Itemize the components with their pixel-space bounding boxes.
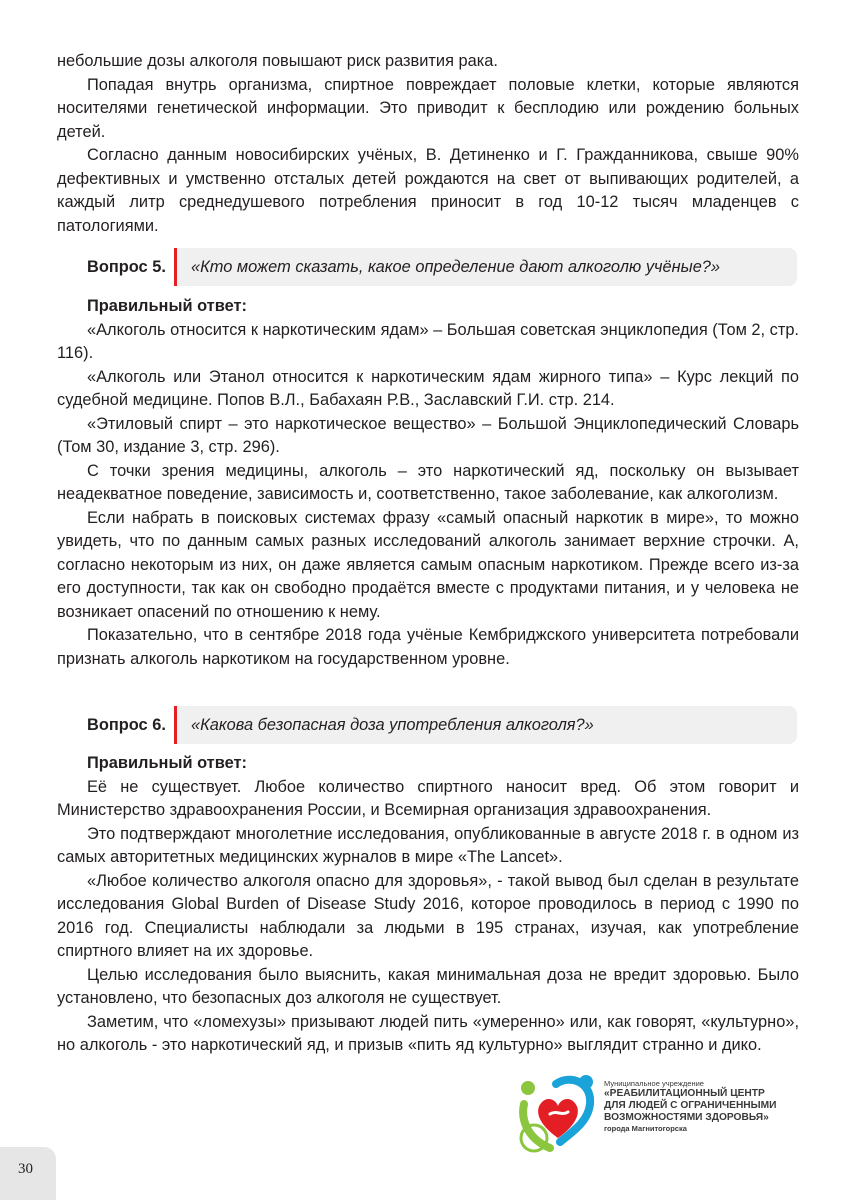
logo-city: города Магнитогорска (604, 1124, 687, 1133)
paragraph: «Алкоголь или Этанол относится к наркотическим ядам жирного типа» – Курс лекций по судебной медицине. Попов В.Л., Бабахаян Р.В., Заславский Г.И. стр. 214. (57, 367, 799, 409)
paragraph: Согласно данным новосибирских учёных, В. Детиненко и Г. Гражданникова, свыше 90% дефективных и умственно отсталых детей рождаются на свет от выпивающих родителей, а каждый литр среднедушевого потребления приносит в год 10-12 тысяч младенцев с патологиями. (57, 146, 799, 235)
question-text: «Кто может сказать, какое определение дают алкоголю учёные?» (177, 248, 797, 286)
paragraph: С точки зрения медицины, алкоголь – это наркотический яд, поскольку он вызывает неадекватное поведение, зависимость и, соответственно, такое заболевание, как алкоголизм. (57, 461, 799, 503)
logo-subtitle: Муниципальное учреждение (604, 1079, 704, 1088)
logo-title-line: «РЕАБИЛИТАЦИОННЫЙ ЦЕНТР (604, 1088, 765, 1099)
paragraph: Её не существует. Любое количество спиртного наносит вред. Об этом говорит и Министерство здравоохранения России, и Всемирная организация здравоохранения. (57, 777, 799, 819)
logo-title-line: ДЛЯ ЛЮДЕЙ С ОГРАНИЧЕННЫМИ (604, 1100, 777, 1111)
paragraph: Если набрать в поисковых системах фразу «самый опасный наркотик в мире», то можно увидеть, что по данным самых разных исследований алкоголь занимает верхние строчки. А, согласно некоторым из них, он даже является самым опасным наркотиком. Прежде всего из-за его доступности, так как он свободно продаётся вместе с продуктами питания, и у человека не возникает опасений по отношению к нему. (57, 508, 799, 621)
answer-5 (57, 295, 799, 671)
logo-title-line: ВОЗМОЖНОСТЯМИ ЗДОРОВЬЯ» (604, 1112, 769, 1123)
paragraph: Целью исследования было выяснить, какая минимальная доза не вредит здоровью. Было установлено, что безопасных доз алкоголя не существует. (57, 965, 799, 1007)
paragraph: «Этиловый спирт – это наркотическое вещество» – Большой Энциклопедический Словарь (Том 30, издание 3, стр. 296). (57, 414, 799, 456)
question-5-bar (57, 248, 797, 286)
paragraph: Попадая внутрь организма, спиртное повреждает половые клетки, которые являются носителями генетической информации. Это приводит к бесплодию или рождению больных детей. (57, 75, 799, 141)
paragraph: Показательно, что в сентябре 2018 года учёные Кембриджского университета потребовали признать алкоголь наркотиком на государственном уровне. (57, 626, 799, 668)
rehab-center-logo (512, 1070, 812, 1160)
logo-emblem-icon (512, 1070, 602, 1160)
question-label: Вопрос 5. (87, 258, 166, 276)
paragraph: Это подтверждают многолетние исследования, опубликованные в августе 2018 г. в одном из самых авторитетных медицинских журналов в мире «The Lancet». (57, 824, 799, 866)
logo-text (604, 1079, 814, 1134)
paragraph: «Любое количество алкоголя опасно для здоровья», - такой вывод был сделан в результате исследования Global Burden of Disease Study 2016, которое проводилось в период с 1990 по 2016 год. Специалисты наблюдали за людьми в 195 странах, изучая, как употребление спиртного влияет на их здоровье. (57, 871, 799, 960)
page-number-tab (0, 1147, 56, 1200)
page-number: 30 (18, 1161, 33, 1177)
paragraph: Заметим, что «ломехузы» призывают людей пить «умеренно» или, как говорят, «культурно», но алкоголь - это наркотический яд, и призыв «пить яд культурно» выглядит странно и дико. (57, 1012, 799, 1054)
question-label: Вопрос 6. (87, 716, 166, 734)
paragraph: небольшие дозы алкоголя повышают риск развития рака. (57, 52, 498, 70)
answer-heading: Правильный ответ: (87, 297, 247, 315)
question-text: «Какова безопасная доза употребления алкоголя?» (177, 706, 797, 744)
answer-heading: Правильный ответ: (87, 754, 247, 772)
intro-text (57, 50, 799, 238)
question-6-bar (57, 706, 797, 744)
answer-6 (57, 752, 799, 1058)
paragraph: «Алкоголь относится к наркотическим ядам» – Большая советская энциклопедия (Том 2, стр. 116). (57, 320, 799, 362)
